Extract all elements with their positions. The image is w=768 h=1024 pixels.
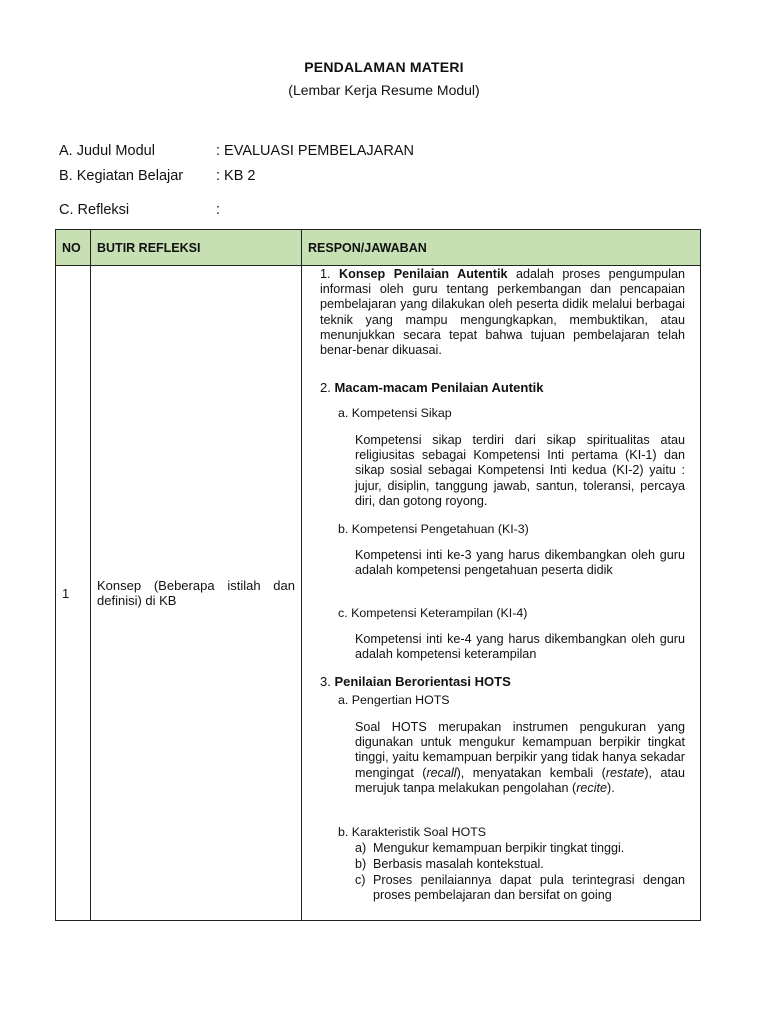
reflection-item: Konsep (Beberapa istilah dan definisi) di KB — [91, 266, 302, 921]
section-3-title: Penilaian Berorientasi HOTS — [334, 674, 511, 689]
hots-characteristics-title: b. Karakteristik Soal HOTS — [338, 825, 487, 839]
characteristic-marker-b: b) — [355, 857, 367, 871]
hots-definition-text — [355, 720, 685, 796]
attitude-competence-text: Kompetensi sikap terdiri dari sikap spiritualitas atau religiusitas sebagai Kompetensi Inti pertama (KI-1) dan sikap sosial sebagai Kompetensi Inti kedua (KI-2) yaitu : jujur, disiplin, tanggung jawab, santun, toleransi, percaya diri, dan gotong royong. — [355, 433, 685, 508]
learning-activity-value: : KB 2 — [216, 168, 256, 184]
hots-definition-title: a. Pengertian HOTS — [338, 693, 450, 707]
header-reflection-item: BUTIR REFLEKSI — [91, 230, 302, 266]
header-response: RESPON/JAWABAN — [302, 230, 701, 266]
attitude-competence-title: a. Kompetensi Sikap — [338, 406, 452, 420]
page-subtitle: (Lembar Kerja Resume Modul) — [288, 82, 480, 98]
authentic-assessment-definition — [320, 267, 685, 358]
section-2-number: 2. — [320, 380, 331, 395]
recall-term: recall — [426, 765, 457, 780]
page-title: PENDALAMAN MATERI — [304, 59, 464, 75]
authentic-assessment-term: Konsep Penilaian Autentik — [339, 267, 508, 281]
skill-competence-text: Kompetensi inti ke-4 yang harus dikembangkan oleh guru adalah kompetensi keterampilan — [355, 632, 685, 662]
reflection-table — [55, 229, 701, 921]
characteristic-marker-a: a) — [355, 841, 367, 855]
section-1-number: 1. — [320, 267, 331, 281]
module-title-value: : EVALUASI PEMBELAJARAN — [216, 143, 414, 159]
reflection-row — [59, 202, 220, 218]
section-2-heading — [320, 380, 685, 395]
skill-competence-title: c. Kompetensi Keterampilan (KI-4) — [338, 606, 528, 620]
hots-definition-part-4: ). — [607, 780, 615, 795]
section-2-title: Macam-macam Penilaian Autentik — [334, 380, 544, 395]
learning-activity-row — [59, 168, 256, 184]
reflection-label: C. Refleksi — [59, 202, 130, 218]
section-3-number: 3. — [320, 674, 331, 689]
knowledge-competence-title: b. Kompetensi Pengetahuan (KI-3) — [338, 522, 529, 536]
reflection-value: : — [216, 202, 221, 218]
restate-term: restate — [605, 765, 645, 780]
characteristic-item-a: Mengukur kemampuan berpikir tingkat tinggi. — [373, 841, 625, 855]
authentic-assessment-text: adalah proses pengumpulan informasi oleh guru tentang perkembangan dan pencapaian pembelajaran yang dilakukan oleh peserta didik melalui berbagai teknik yang mampu mengungkapkan, membuktikan, atau menunjukkan secara tepat bahwa tujuan pembelajaran telah benar-benar dikuasai. — [320, 267, 686, 358]
table-header-row — [56, 230, 701, 266]
response-cell — [302, 266, 701, 921]
learning-activity-label: B. Kegiatan Belajar — [59, 168, 184, 184]
characteristic-marker-c: c) — [355, 873, 366, 887]
hots-definition-part-1: Soal HOTS merupakan instrumen pengukuran yang digunakan untuk mengukur kemampuan berpikir tingkat tinggi, yaitu kemampuan berpikir yang tidak hanya sekadar mengingat ( — [355, 720, 685, 780]
recite-term: recite — [576, 780, 608, 795]
header-no: NO — [56, 230, 91, 266]
module-title-label: A. Judul Modul — [59, 143, 155, 159]
hots-definition-part-3: ), atau merujuk tanpa melakukan pengolahan ( — [355, 765, 685, 795]
knowledge-competence-text: Kompetensi inti ke-3 yang harus dikembangkan oleh guru adalah kompetensi pengetahuan peserta didik — [355, 548, 685, 578]
module-title-row — [59, 143, 414, 159]
characteristic-item-c: Proses penilaiannya dapat pula terintegrasi dengan proses pembelajaran dan bersifat on going — [373, 873, 685, 903]
characteristic-item-b: Berbasis masalah kontekstual. — [373, 857, 544, 871]
hots-definition-part-2: ), menyatakan kembali ( — [456, 765, 606, 780]
table-row — [56, 266, 701, 921]
row-number: 1 — [56, 266, 91, 921]
section-3-heading — [320, 674, 685, 689]
